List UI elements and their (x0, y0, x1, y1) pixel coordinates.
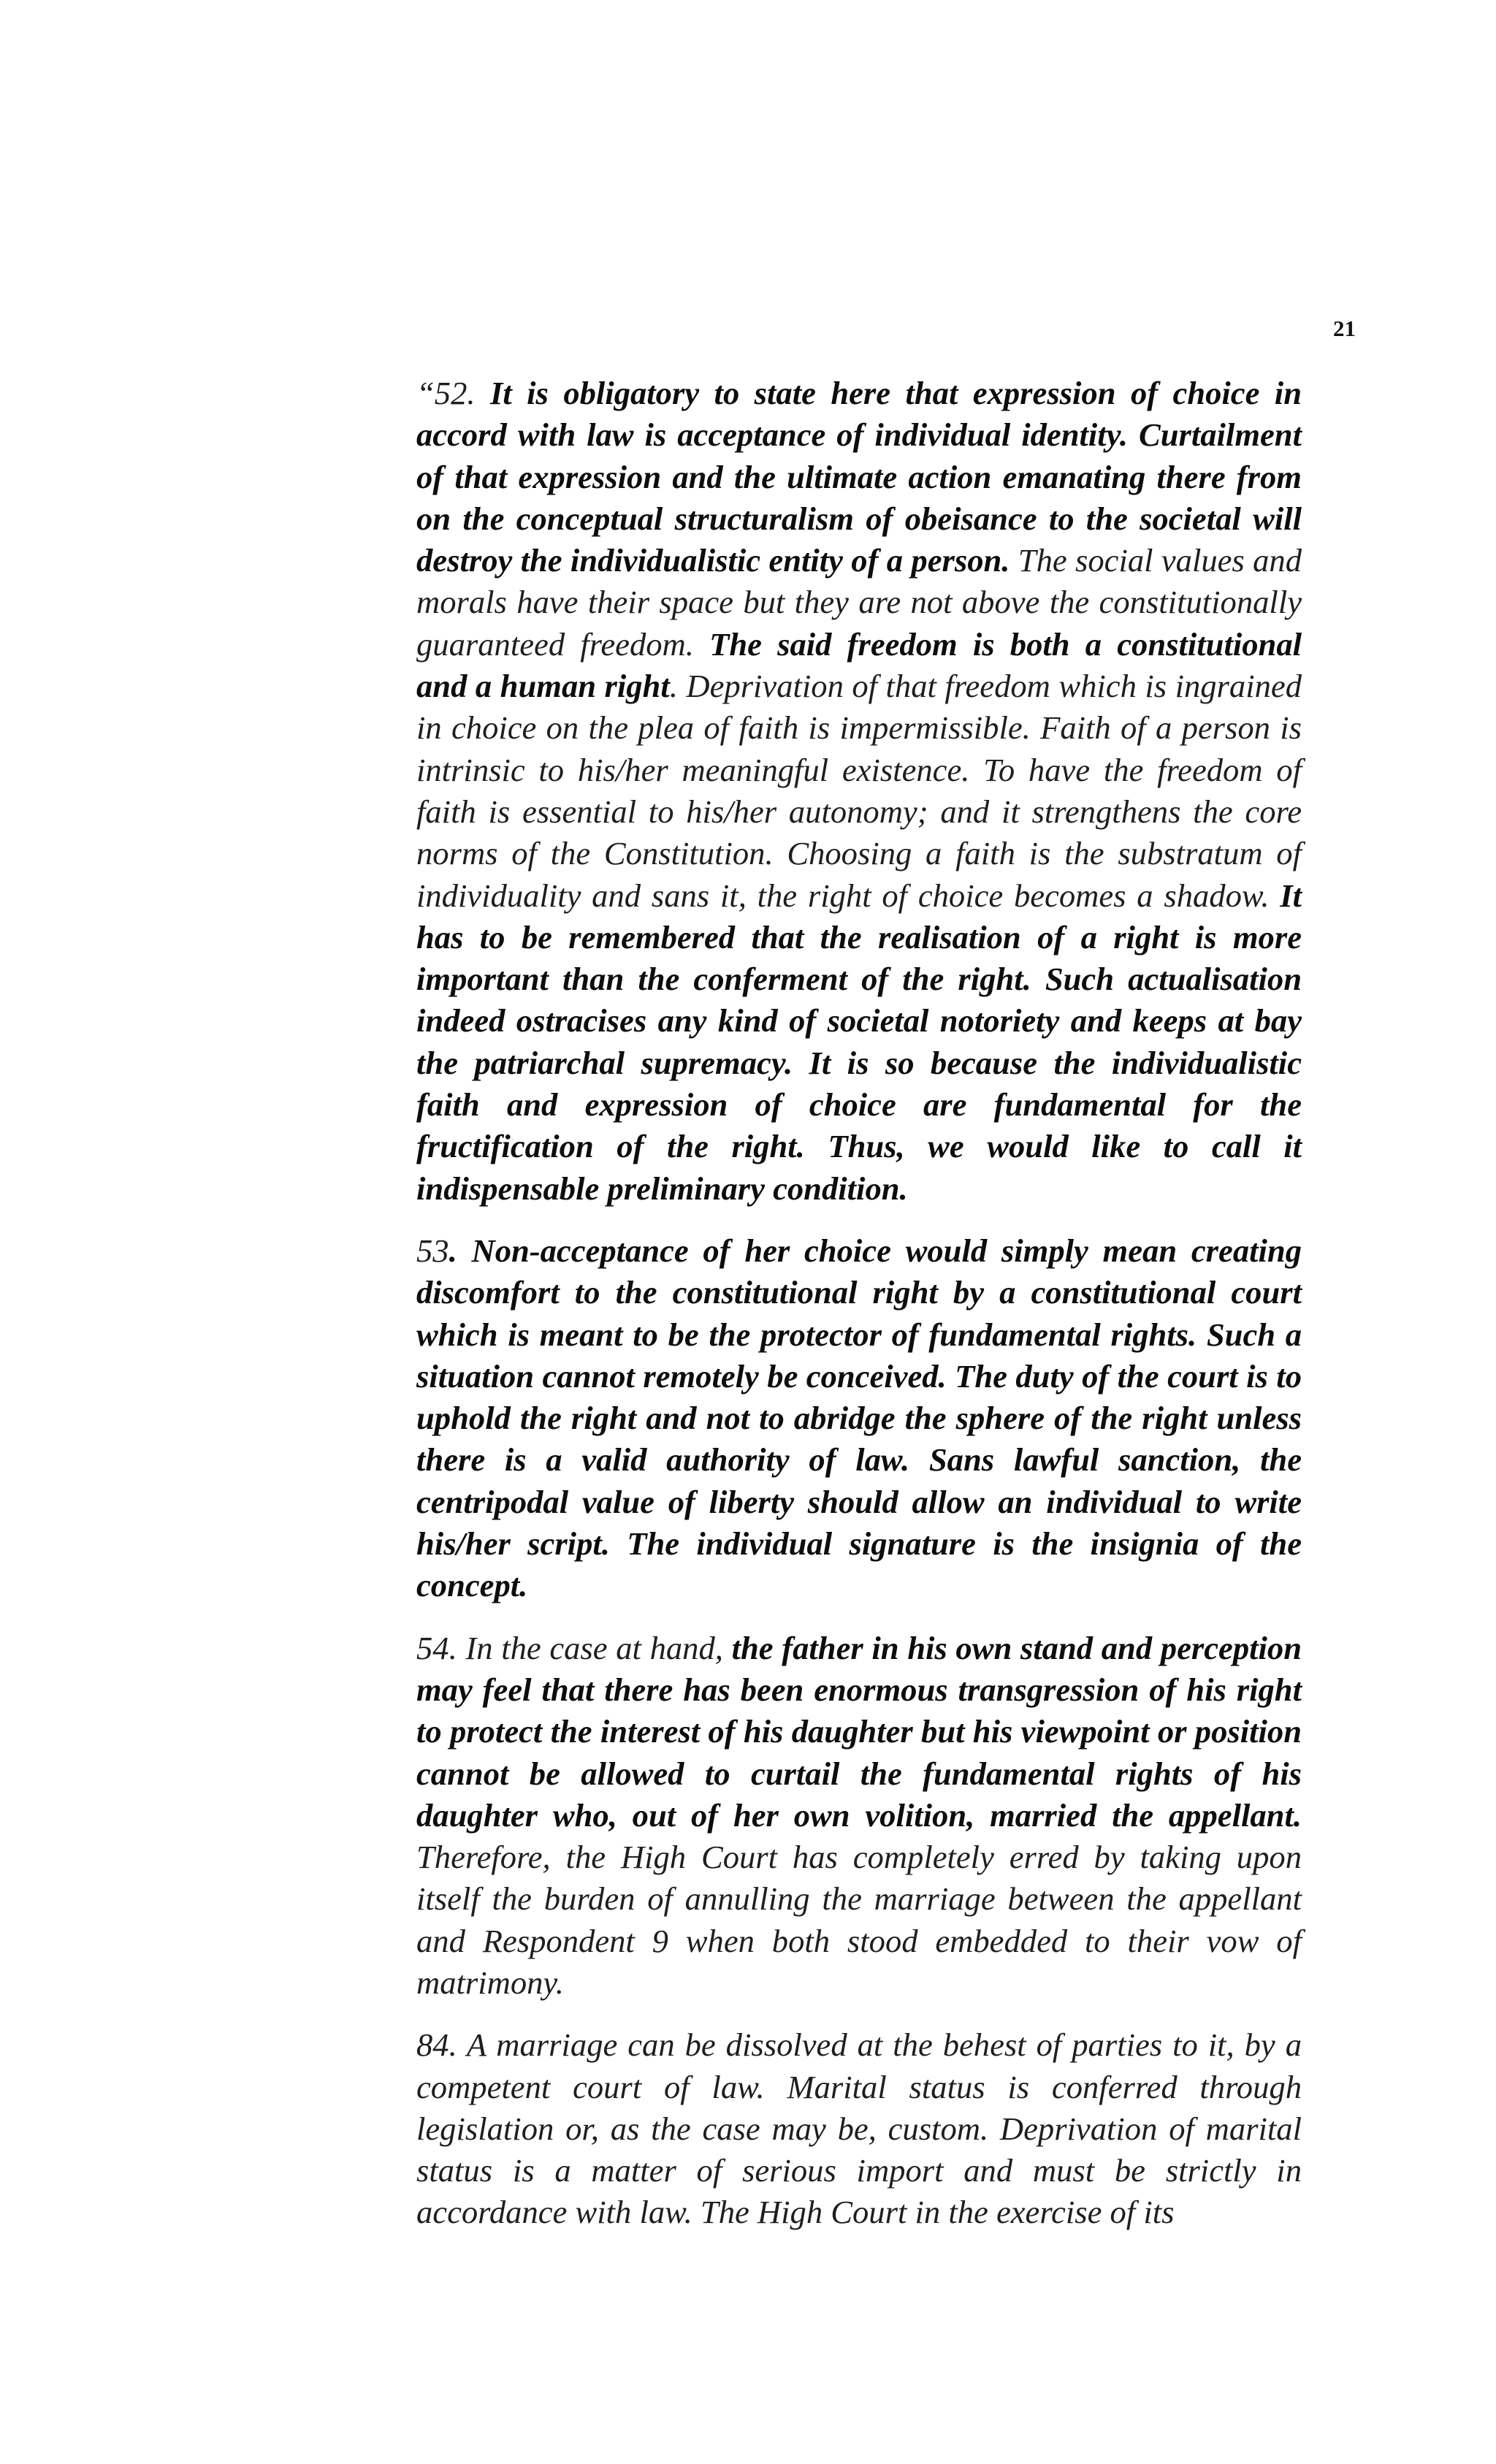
para-53-bold-passage: . Non-acceptance of her choice would simply mean creating discomfort to the constitutional right by a constitutional court which is meant to be the protector of fundamental rights. Such a situation cannot remotely be conceived. The duty of the court is to uphold the right and not to abridge the sphere of the right unless there is a valid authority of law. Sans lawful sanction, the centripodal value of liberty should allow an individual to write his/her script. The individual signature is the insignia of the concept. (416, 1232, 1302, 1604)
para-52-number: “52. (416, 375, 490, 411)
para-52-bold-passage: The said freedom is both a constitutional and a human right (416, 625, 1302, 705)
page-number: 21 (1333, 316, 1356, 341)
para-54-bold-passage: the father in his own stand and perception may feel that there has been enormous transgression of his right to protect the interest of his daughter but his viewpoint or position cannot be allowed to curtail the fundamental rights of his daughter who, out of her own volition, married the appellant. (416, 1629, 1302, 1834)
para-54-text: Therefore, the High Court has completely erred by taking upon itself the burden of annulling the marriage between the appellant and Respondent 9 when both stood embedded to their vow of matrimony. (416, 1839, 1302, 2001)
para-54-number: 54. In the case at hand, (416, 1629, 732, 1666)
para-52-bold-passage: It is obligatory to state here that expression of choice in accord with law is acceptance of individual identity. Curtailment of that expression and the ultimate action emanating there from on the conceptual structuralism of obeisance to the societal will destroy the individualistic entity of a person. (416, 375, 1302, 579)
para-52-bold-passage: It has to be remembered that the realisation of a right is more important than the conferment of the right. Such actualisation indeed ostracises any kind of societal notoriety and keeps at bay the patriarchal supremacy. It is so because the individualistic faith and expression of choice are fundamental for the fructification of the right. Thus, we would like to call it indispensable preliminary condition. (416, 877, 1302, 1207)
para-52-text: . Deprivation of that freedom which is ingrained in choice on the plea of faith is impermissible. Faith of a person is intrinsic to his/her meaningful existence. To have the freedom of faith is essential to his/her autonomy; and it strengthens the core norms of the Constitution. Choosing a faith is the substratum of individuality and sans it, the right of choice becomes a shadow. (416, 668, 1302, 914)
para-84-text: 84. A marriage can be dissolved at the behest of parties to it, by a competent court of law. Marital status is conferred through legislation or, as the case may be, custom. Deprivation of marital status is a matter of serious import and must be strictly in accordance with law. The High Court in the exercise of its (416, 2026, 1302, 2231)
para-52-text: The social values and morals have their space but they are not above the constitutionally guaranteed freedom. (416, 542, 1302, 663)
paragraph-84 (416, 2024, 1302, 2233)
paragraph-52 (416, 373, 1302, 1210)
quoted-judgment-text (416, 373, 1302, 2254)
paragraph-53 (416, 1230, 1302, 1607)
paragraph-54 (416, 1628, 1302, 2005)
para-53-number: 53 (416, 1232, 449, 1269)
